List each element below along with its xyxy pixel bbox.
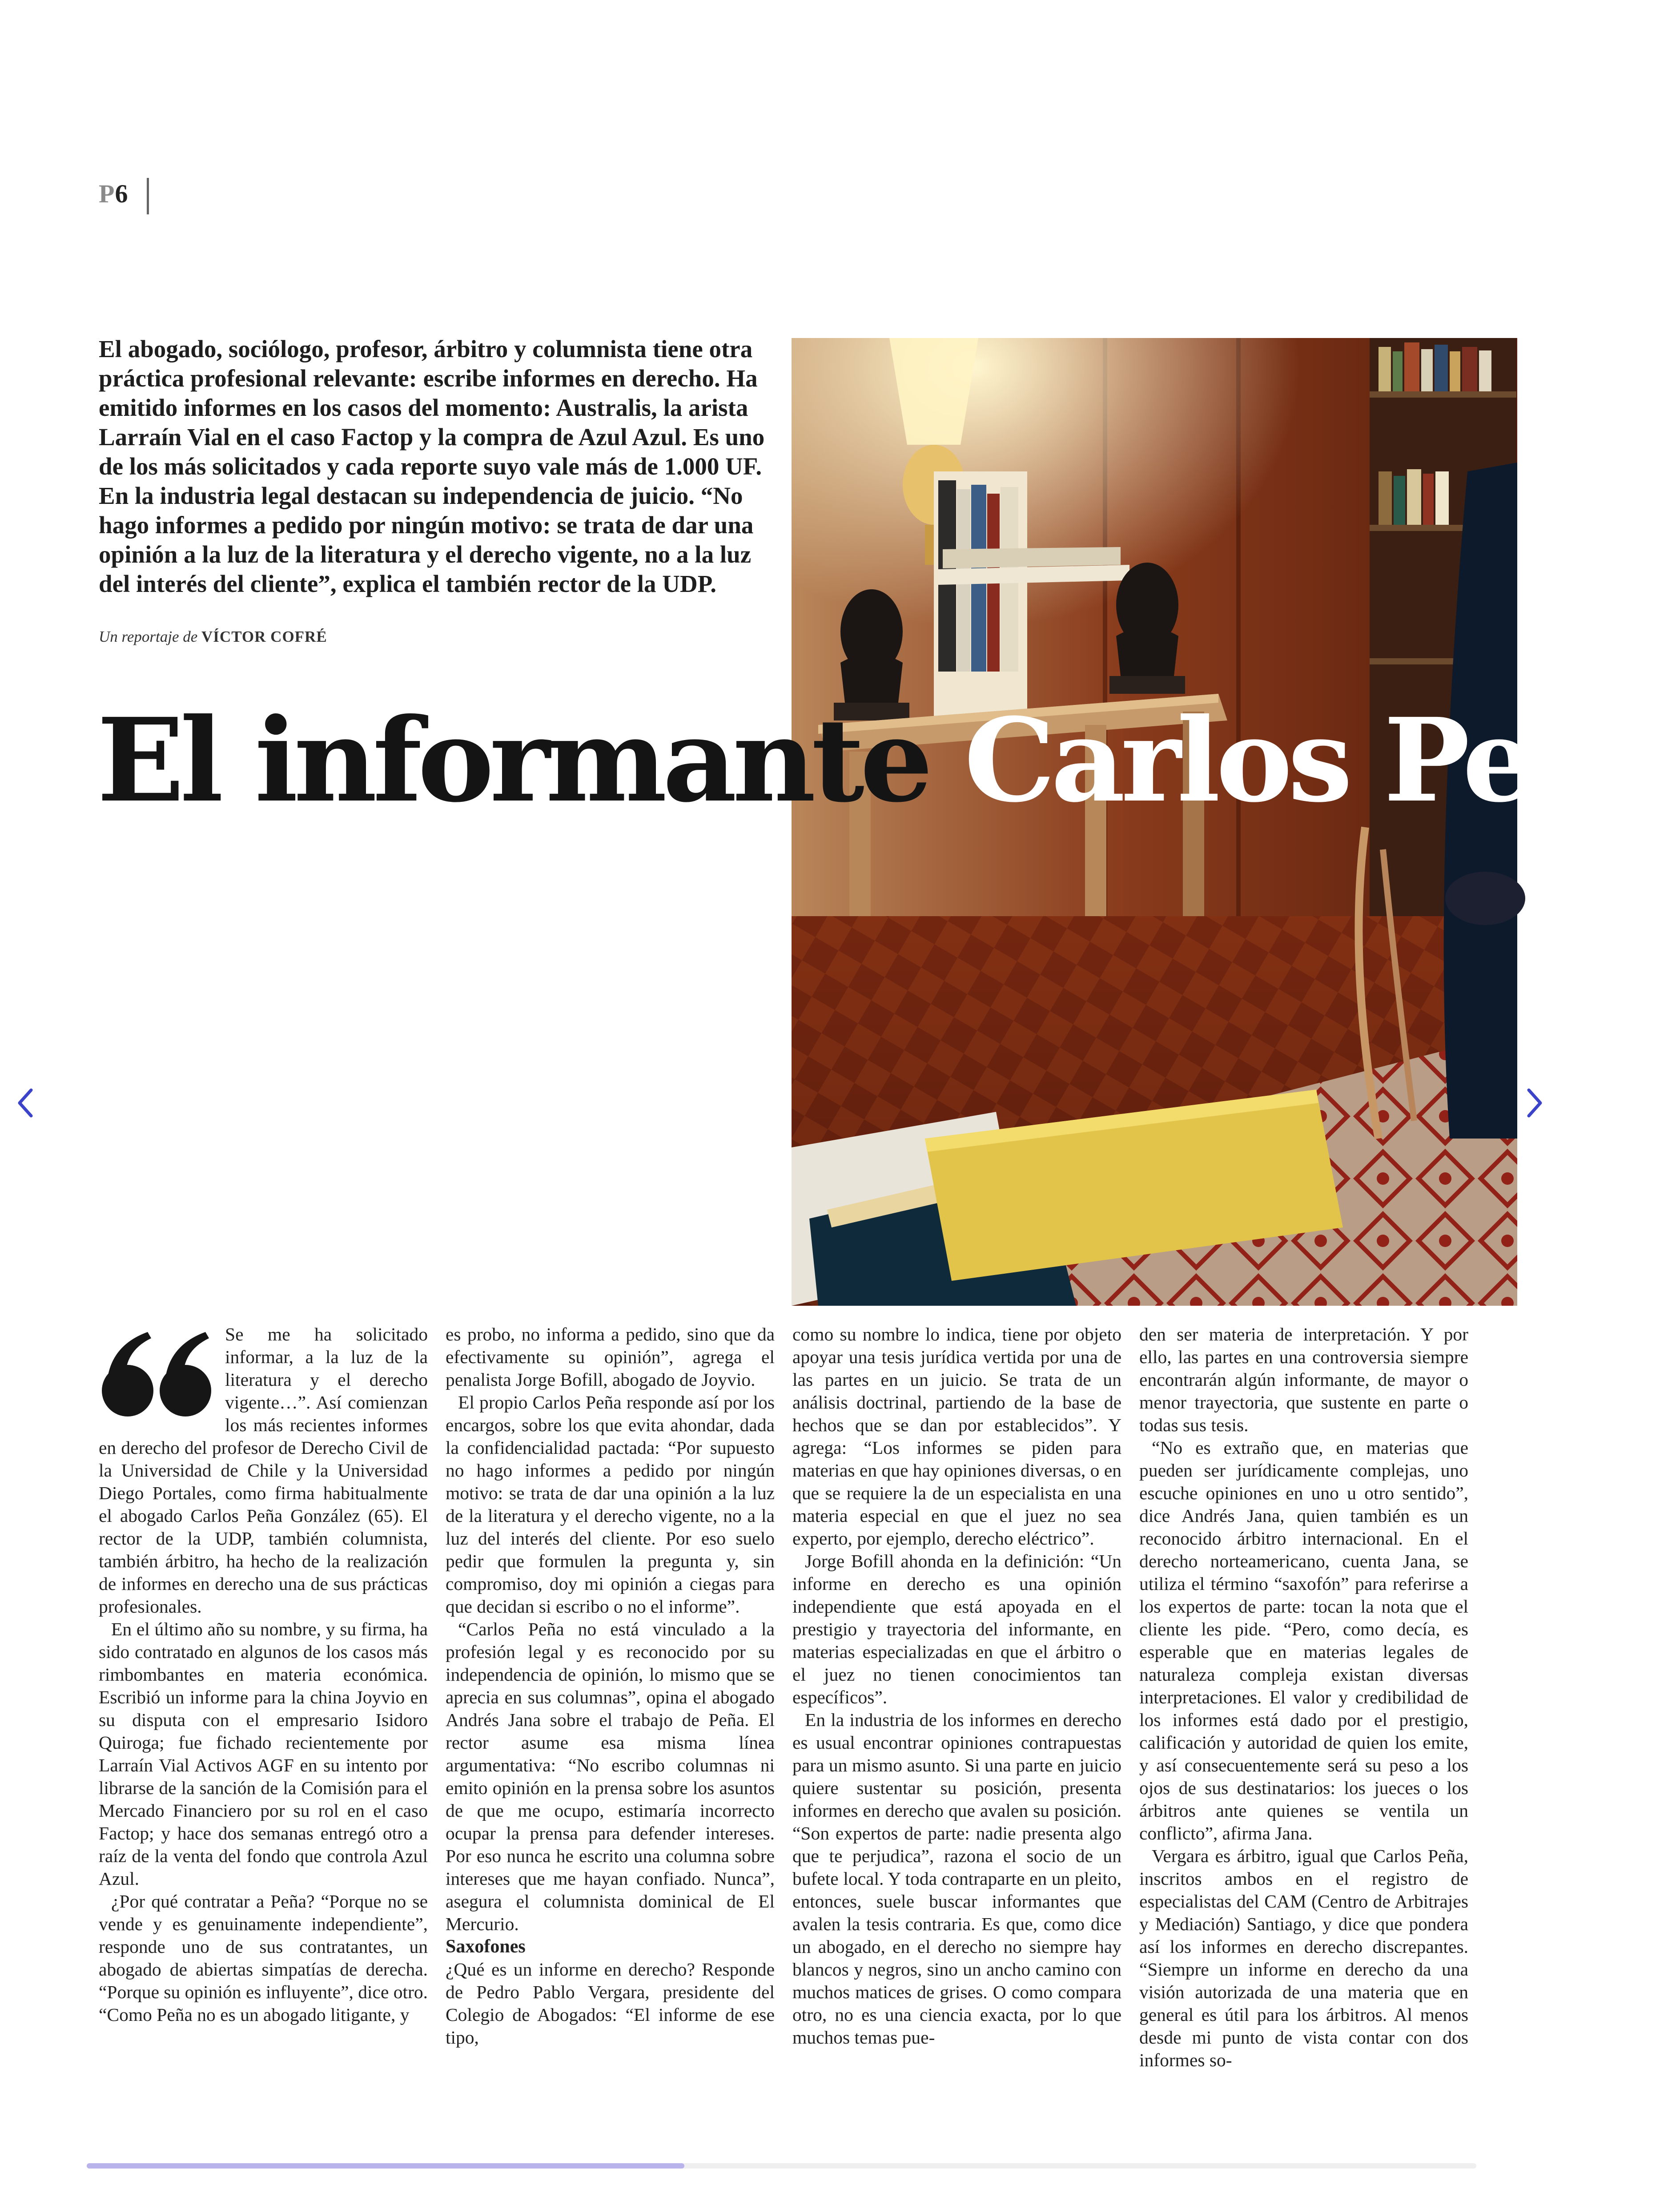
body-column-3 (792, 1323, 1121, 2049)
article-intro: El abogado, sociólogo, profesor, árbitro y columnista tiene otra práctica profesional relevante: escribe informes en derecho. Ha emitido informes en los casos del momento: Australis, la arista Larraín Vial en el caso Factop y la compra de Azul Azul. Es uno de los más solicitados y cada reporte suyo vale más de 1.000 UF. En la industria legal destacan su independencia de juicio. “No hago informes a pedido por ningún motivo: se trata de dar una opinión a la luz de la literatura y el derecho vigente, no a la luz del interés del cliente”, explica el también rector de la UDP. (99, 335, 765, 597)
next-page-button[interactable] (1515, 1083, 1555, 1123)
body-paragraph: En el último año su nombre, y su firma, ha sido contratado en algunos de los casos más rimbombantes en materia económica. Escribió un informe para la china Joyvio en su disputa con el empresario Isidoro Quiroga; fue fichado recientemente por Larraín Vial Activos AGF en su intento por librarse de la sanción de la Comisión para el Mercado Financiero por su rol en el caso Factop; y hace dos semanas entregó otro a raíz de la venta del fondo que controla Azul Azul. (99, 1619, 428, 1889)
body-paragraph: como su nombre lo indica, tiene por objeto apoyar una tesis jurídica vertida por una de las partes en un juicio. Se trata de un análisis doctrinal, partiendo de la base de hechos que se dan por establecidos”. Y agrega: “Los informes se piden para materias en que hay opiniones diversas, o en que se requiere la de un especialista en una materia especial en que el juez no sea experto, por ejemplo, derecho eléctrico”. (792, 1324, 1121, 1549)
body-paragraph: “No es extraño que, en materias que pueden ser jurídicamente complejas, uno escuche opiniones en uno u otro sentido”, dice Andrés Jana, quien también es un reconocido árbitro internacional. En el derecho norteamericano, cuenta Jana, se utiliza el término “saxofón” para referirse a los expertos de parte: tocan la nota que el cliente les pide. “Pero, como decía, es esperable que en materias legales de naturaleza compleja existan diversas interpretaciones. El valor y credibilidad de los informes está dado por el prestigio, calificación y autoridad de quien los emite, y así consecuentemente será su peso a los ojos de sus destinatarios: los jueces o los árbitros ante quienes se ventila un conflicto”, afirma Jana. (1139, 1437, 1468, 1843)
body-column-2 (446, 1323, 775, 2049)
byline-prefix: Un reportaje de (99, 628, 198, 645)
headline (97, 694, 1680, 827)
body-paragraph: Se me ha solicitado informar, a la luz de la literatura y el derecho vigente…”. Así comienzan los más recientes informes en derecho del profesor de Derecho Civil de la Universidad de Chile y la Universidad Diego Portales, como firma habitualmente el abogado Carlos Peña González (65). El rector de la UDP, también columnista, también árbitro, ha hecho de la realización de informes en derecho una de sus prácticas profesionales. (99, 1324, 428, 1617)
reading-progress-bar (87, 2163, 684, 2169)
body-paragraph: En la industria de los informes en derecho es usual encontrar opiniones contrapuestas para un mismo asunto. Si una parte en juicio quiere sustentar su posición, presenta informes en derecho que avalen su posición. “Son expertos de parte: nadie presenta algo que te perjudica”, razona el socio de un bufete local. Y toda contraparte en un pleito, entonces, suele buscar informantes que avalen la tesis contraria. Es que, como dice un abogado, en el derecho no siempre hay blancos y negros, sino un ancho camino con muchos matices de grises. O como compara otro, no es una ciencia exacta, por lo que muchos temas pue- (792, 1710, 1121, 2048)
opening-quote-icon (99, 1328, 219, 1417)
body-paragraph: ¿Qué es un informe en derecho? Responde de Pedro Pablo Vergara, presidente del Colegio de Abogados: “El informe de ese tipo, (446, 1959, 775, 2048)
byline (99, 628, 327, 646)
body-paragraph: es probo, no informa a pedido, sino que da efectivamente su opinión”, agrega el penalista Jorge Bofill, abogado de Joyvio. (446, 1324, 775, 1390)
chevron-left-icon (15, 1087, 35, 1119)
section-subhead: Saxofones (446, 1936, 526, 1957)
body-paragraph: Vergara es árbitro, igual que Carlos Peña, inscritos ambos en el registro de especialistas del CAM (Centro de Arbitrajes y Mediación) Santiago, y dice que pondera así los informes en derecho discrepantes. “Siempre un informe en derecho da una visión autorizada de una materia que en general es útil para los árbitros. Al menos desde mi punto de vista contar con dos informes so- (1139, 1846, 1468, 2070)
headline-part-2: Carlos Peña (964, 693, 1680, 828)
body-column-1 (99, 1323, 428, 2026)
page-number: P6 (99, 179, 129, 208)
body-paragraph: den ser materia de interpretación. Y por ello, las partes en una controversia siempre encontrarán algún informante, de mayor o menor trayectoria, que sustente en parte o todas sus tesis. (1139, 1324, 1468, 1435)
body-paragraph: Jorge Bofill ahonda en la definición: “Un informe en derecho es una opinión independiente que está apoyada en el prestigio y trayectoria del informante, en materias especializadas en que el árbitro o el juez no tienen conocimientos tan específicos”. (792, 1551, 1121, 1707)
byline-author: VÍCTOR COFRÉ (201, 628, 327, 645)
body-paragraph: El propio Carlos Peña responde así por los encargos, sobre los que evita ahondar, dada la confidencialidad pactada: “Por supuesto no hago informes a pedido por ningún motivo: se trata de dar una opinión a la luz de la literatura y el derecho vigente, no a la luz del interés del cliente. Por eso suelo pedir que formulen la pregunta y, sin compromiso, doy mi opinión a ciegas para que decidan si escribo o no el informe”. (446, 1392, 775, 1617)
headline-part-1: El informante (97, 693, 929, 828)
body-paragraph: ¿Por qué contratar a Peña? “Porque no se vende y es genuinamente independiente”, responde uno de sus contratantes, un abogado de abiertas simpatías de derecha. “Porque su opinión es influyente”, dice otro. “Como Peña no es un abogado litigante, y (99, 1891, 428, 2025)
body-column-4 (1139, 1323, 1468, 2072)
chevron-right-icon (1525, 1087, 1545, 1119)
previous-page-button[interactable] (5, 1083, 44, 1123)
page-number-divider (147, 178, 149, 214)
body-paragraph: “Carlos Peña no está vinculado a la profesión legal y es reconocido por su independencia de opinión, lo mismo que se aprecia en sus columnas”, opina el abogado Andrés Jana sobre el trabajo de Peña. El rector asume esa misma línea argumentativa: “No escribo columnas ni emito opinión en la prensa sobre los asuntos de que me ocupo, estimaría incorrecto ocupar la prensa para defender intereses. Por eso nunca he escrito una columna sobre intereses que me hayan confiado. Nunca”, asegura el columnista dominical de El Mercurio. (446, 1619, 775, 1934)
